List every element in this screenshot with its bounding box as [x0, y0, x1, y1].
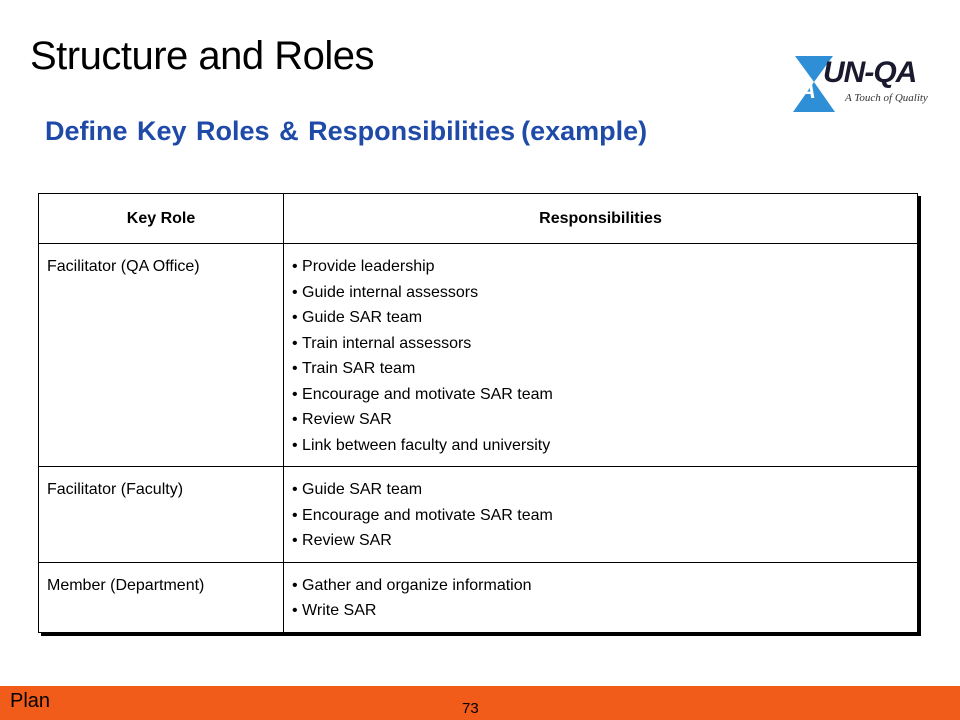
table-row	[39, 244, 918, 467]
responsibilities-cell	[284, 244, 918, 467]
responsibility-list	[292, 477, 909, 554]
roles-table	[38, 193, 918, 633]
list-item: • Encourage and motivate SAR team	[292, 382, 909, 408]
list-item: • Encourage and motivate SAR team	[292, 503, 909, 529]
list-item: • Review SAR	[292, 528, 909, 554]
responsibility-list	[292, 254, 909, 458]
subtitle-main: Define Key Roles & Responsibilities	[45, 116, 516, 146]
table-row	[39, 467, 918, 563]
responsibilities-cell	[284, 562, 918, 632]
table-header-row	[39, 194, 918, 244]
slide-title: Structure and Roles	[30, 34, 375, 78]
svg-text:A: A	[800, 78, 816, 103]
slide-subtitle	[45, 116, 647, 147]
list-item: • Train internal assessors	[292, 331, 909, 357]
role-cell: Member (Department)	[39, 562, 284, 632]
list-item: • Guide SAR team	[292, 477, 909, 503]
page-number: 73	[462, 700, 479, 717]
header-key-role: Key Role	[39, 194, 284, 244]
subtitle-suffix: (example)	[521, 116, 648, 146]
table-row	[39, 562, 918, 632]
list-item: • Train SAR team	[292, 356, 909, 382]
list-item: • Guide internal assessors	[292, 280, 909, 306]
list-item: • Guide SAR team	[292, 305, 909, 331]
role-cell: Facilitator (Faculty)	[39, 467, 284, 563]
aun-qa-logo	[793, 50, 933, 114]
header-responsibilities: Responsibilities	[284, 194, 918, 244]
logo-tagline: A Touch of Quality	[845, 92, 928, 104]
logo-text: UN-QA	[823, 56, 917, 89]
list-item: • Gather and organize information	[292, 573, 909, 599]
list-item: • Provide leadership	[292, 254, 909, 280]
role-cell: Facilitator (QA Office)	[39, 244, 284, 467]
responsibilities-cell	[284, 467, 918, 563]
footer-bar	[0, 686, 960, 720]
list-item: • Review SAR	[292, 407, 909, 433]
list-item: • Write SAR	[292, 598, 909, 624]
footer-section-label: Plan	[10, 690, 51, 712]
list-item: • Link between faculty and university	[292, 433, 909, 459]
responsibility-list	[292, 573, 909, 624]
